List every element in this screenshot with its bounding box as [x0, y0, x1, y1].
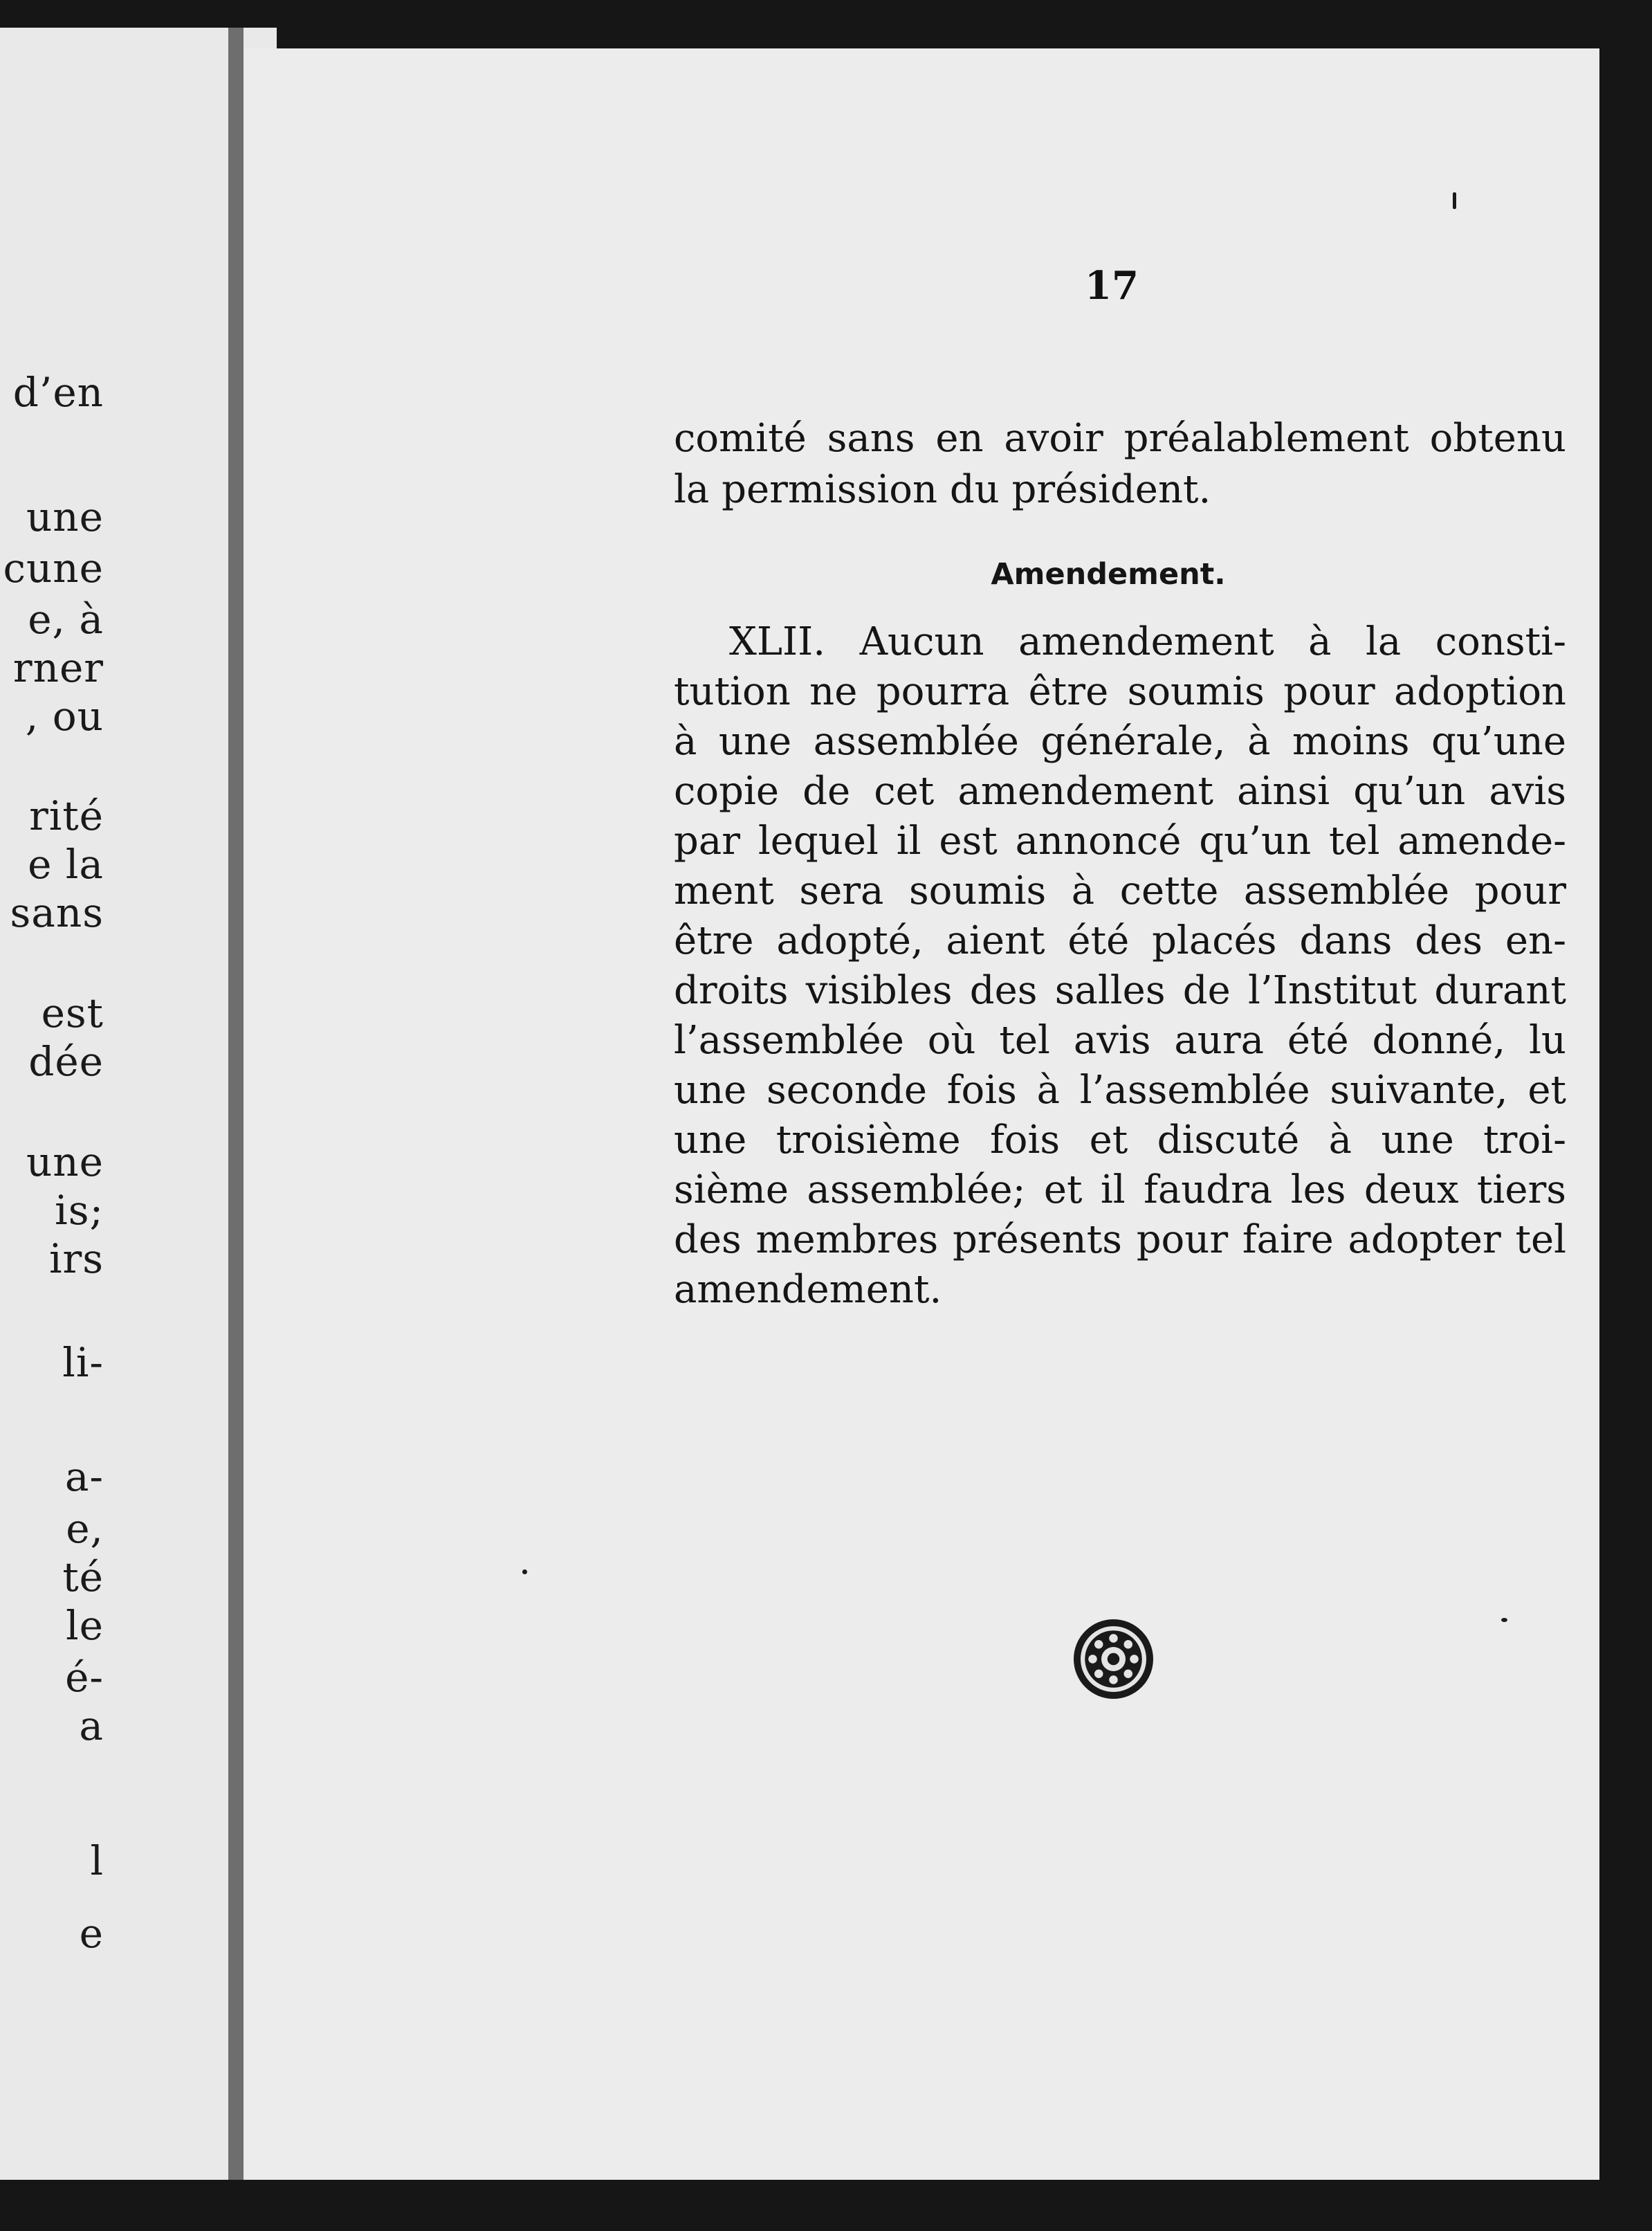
text-line: tution ne pourra être soumis pour adoption	[674, 669, 1566, 714]
left-page-fragment: , ou	[25, 693, 104, 740]
left-page-fragment: d’en	[12, 369, 104, 416]
left-page-fragment: une	[26, 493, 104, 540]
section-heading: Amendement.	[991, 557, 1226, 592]
text-line: par lequel il est annoncé qu’un tel amende-	[674, 819, 1566, 864]
text-line: des membres présents pour faire adopter tel	[674, 1217, 1566, 1262]
text-line: copie de cet amendement ainsi qu’un avis	[674, 769, 1566, 814]
text-line: XLII. Aucun amendement à la consti-	[729, 619, 1566, 664]
left-page-fragment: li-	[62, 1339, 104, 1386]
left-page-fragment: té	[62, 1554, 104, 1601]
ink-speck	[1501, 1618, 1507, 1622]
ink-speck	[522, 1569, 527, 1574]
text-line: à une assemblée générale, à moins qu’une	[674, 719, 1566, 764]
text-line: ment sera soumis à cette assemblée pour	[674, 868, 1566, 913]
left-page-fragment: est	[41, 990, 104, 1037]
book-gutter	[228, 28, 244, 2180]
text-line: l’assemblée où tel avis aura été donné, lu	[674, 1018, 1566, 1063]
ink-speck	[1453, 192, 1456, 209]
rosette-ornament-icon	[1070, 1616, 1157, 1702]
text-line: une seconde fois à l’assemblée suivante, et	[674, 1068, 1566, 1113]
left-page-fragment: cune	[3, 545, 104, 592]
left-page-fragment: rité	[29, 792, 104, 839]
left-page-fragment: rner	[12, 644, 104, 691]
text-line: sième assemblée; et il faudra les deux tiers	[674, 1167, 1566, 1212]
left-page-fragment: a	[79, 1702, 104, 1749]
left-page-fragment: une	[26, 1138, 104, 1185]
text-line: amendement.	[674, 1267, 942, 1312]
text-line: être adopté, aient été placés dans des en-	[674, 918, 1566, 963]
left-page-fragment: irs	[48, 1235, 104, 1282]
left-page-fragment: l	[90, 1837, 104, 1884]
left-page-fragment: e,	[66, 1505, 104, 1552]
left-page-fragment: is;	[55, 1187, 104, 1234]
text-line: la permission du président.	[674, 467, 1211, 512]
page	[244, 48, 1599, 2180]
page-number: 17	[1085, 263, 1139, 309]
text-line: droits visibles des salles de l’Institut durant	[674, 968, 1566, 1013]
text-line: comité sans en avoir préalablement obtenu	[674, 416, 1566, 461]
left-page-fragment: le	[66, 1602, 104, 1649]
left-page-fragment: dée	[28, 1038, 104, 1085]
left-page-fragment: e la	[28, 841, 104, 888]
left-page-fragment: e	[79, 1910, 104, 1957]
left-page-fragment: é-	[65, 1654, 104, 1701]
left-page-fragment: a-	[64, 1453, 104, 1500]
text-line: une troisième fois et discuté à une troi-	[674, 1118, 1566, 1163]
left-page-fragment: e, à	[28, 596, 104, 643]
left-page-fragment: sans	[10, 889, 104, 936]
